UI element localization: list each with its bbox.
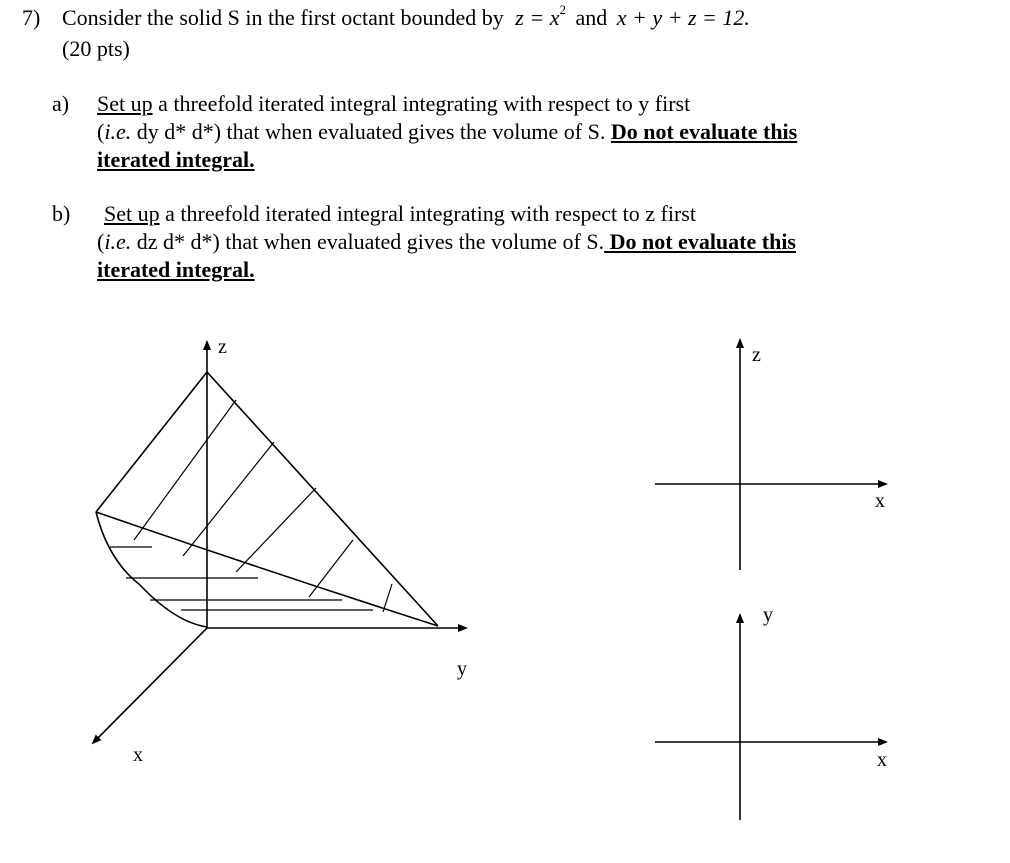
part-b-warning-2: iterated integral. — [97, 257, 255, 282]
base-hatching — [110, 547, 373, 610]
solid-3d-diagram — [93, 342, 466, 743]
solid-top-edge-left — [96, 372, 207, 512]
xz-axes — [655, 340, 886, 570]
part-a-ie: i.e. — [104, 119, 132, 144]
y-label-3d: y — [457, 658, 467, 680]
y-label-xy: y — [763, 604, 773, 626]
part-b-warning: Do not evaluate this — [604, 229, 796, 254]
eq1-lhs: z — [515, 5, 524, 30]
part-a-line2: (i.e. dy d* d*) that when evaluated gives the volume of S. Do not evaluate this — [97, 119, 798, 144]
z-label-xz: z — [752, 344, 761, 366]
z-label-3d: z — [218, 336, 227, 358]
xy-axes — [655, 615, 886, 820]
part-a-setup: Set up — [97, 91, 153, 116]
part-a-warning-2: iterated integral. — [97, 147, 255, 172]
eq2: x + y + z = 12. — [616, 5, 750, 30]
part-a-label: a) — [52, 91, 70, 116]
part-b-label: b) — [52, 201, 71, 226]
and-word: and — [575, 5, 608, 30]
part-a-line2-text: dy d* d*) that when evaluated gives the volume of S. — [131, 119, 611, 144]
x-label-xz: x — [875, 490, 885, 512]
x-axis-3d — [93, 628, 207, 743]
problem-number: 7) — [22, 5, 41, 30]
problem-text: Consider the solid S in the first octant bounded by — [62, 5, 504, 30]
eq1-rhs: = x — [523, 5, 560, 30]
eq1-exponent: 2 — [559, 1, 566, 17]
part-b-setup: Set up — [104, 201, 160, 226]
points: (20 pts) — [62, 36, 130, 61]
face-hatching — [134, 400, 392, 612]
part-a-line1-text: a threefold iterated integral integrating with respect to y first — [152, 91, 691, 116]
part-b-line2-text: dz d* d*) that when evaluated gives the volume of S. — [131, 229, 605, 254]
part-b-line1-text: a threefold iterated integral integrating with respect to z first — [159, 201, 696, 226]
x-label-xy: x — [877, 749, 887, 771]
part-b-ie: i.e. — [104, 229, 132, 254]
part-b-line2: (i.e. dz d* d*) that when evaluated gives the volume of S. Do not evaluate this — [97, 229, 796, 254]
part-a-warning: Do not evaluate this — [610, 119, 798, 144]
x-label-3d: x — [133, 744, 143, 766]
